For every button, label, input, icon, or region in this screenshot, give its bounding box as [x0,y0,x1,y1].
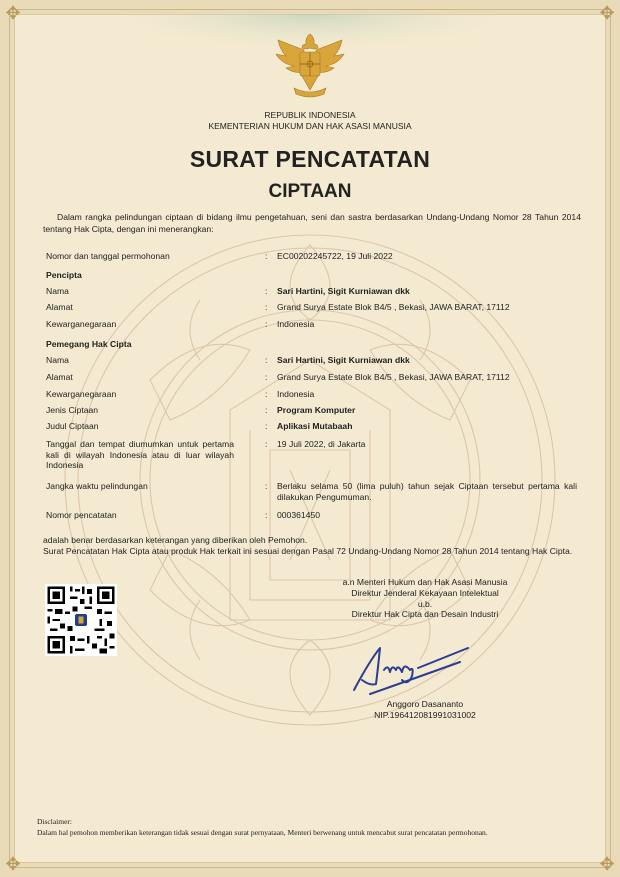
authority-line-1: a.n Menteri Hukum dan Hak Asasi Manusia [342,577,508,587]
value-record-number: 000361450 [277,510,321,520]
closing-line-2: Surat Pencatatan Hak Cipta atau produk Hak terkait ini sesuai dengan Pasal 72 Undang-Undang Nomor 28 Tahun 2014 tentang Hak Cipta. [43,545,573,556]
corner-ornament-icon: ✥ [5,3,21,23]
colon: : [265,481,268,491]
value-application: EC00202245722, 19 Juli 2022 [277,251,393,261]
section-holder: Pemegang Hak Cipta [46,339,132,349]
header-ministry: KEMENTERIAN HUKUM DAN HAK ASASI MANUSIA [208,121,412,131]
label-address: Alamat [46,372,73,382]
colon: : [265,510,268,520]
colon: : [265,355,268,365]
disclaimer-text: Dalam hal pemohon memberikan keterangan tidak sesuai dengan surat pernyataan, Menteri berwenang untuk mencabut surat pencatatan permohonan. [37,828,488,837]
header-country: REPUBLIK INDONESIA [264,110,356,120]
value-work-title: Aplikasi Mutabaah [277,421,353,431]
authority-line-4: Direktur Hak Cipta dan Desain Industri [351,609,499,620]
signer-name: Anggoro Dasananto [386,699,464,709]
colon: : [265,251,268,261]
label-name: Nama [46,355,69,365]
colon: : [265,319,268,329]
authority-line-3: u.b. [417,598,433,609]
qr-code-icon [45,584,117,656]
authority-line-2: Direktur Jenderal Kekayaan Intelektual [351,587,499,598]
section-creator: Pencipta [46,270,82,280]
label-protection-term: Jangka waktu pelindungan [46,481,148,491]
value-holder-nationality: Indonesia [277,389,315,399]
label-name: Nama [46,286,69,296]
signature-mark [340,640,480,700]
intro-paragraph: Dalam rangka pelindungan ciptaan di bidang ilmu pengetahuan, seni dan sastra berdasarkan Undang-Undang Nomor 28 Tahun 2014 tentang Hak Cipta, dengan ini menerangkan: [43,212,581,234]
value-protection-term: Berlaku selama 50 (lima puluh) tahun sejak Ciptaan tersebut pertama kali dilakukan Pengumuman. [277,481,577,502]
label-work-title: Judul Ciptaan [46,421,99,431]
label-application: Nomor dan tanggal permohonan [46,251,170,261]
corner-ornament-icon: ✥ [599,3,615,23]
value-holder-name: Sari Hartini, Sigit Kurniawan dkk [277,355,410,365]
value-announcement: 19 Juli 2022, di Jakarta [277,439,366,449]
colon: : [265,421,268,431]
authority-block [290,577,560,620]
colon: : [265,405,268,415]
colon: : [265,286,268,296]
label-announcement: Tanggal dan tempat diumumkan untuk pertama kali di wilayah Indonesia atau di luar wilayah Indonesia [46,439,234,471]
document-title: SURAT PENCATATAN [189,146,431,172]
value-creator-nationality: Indonesia [277,319,315,329]
label-nationality: Kewarganegaraan [46,319,117,329]
label-work-type: Jenis Ciptaan [46,405,99,415]
value-holder-address: Grand Surya Estate Blok B4/5 , Bekasi, JAWA BARAT, 17112 [277,372,510,382]
label-nationality: Kewarganegaraan [46,389,117,399]
signer-nip: NIP.196412081991031002 [374,710,476,720]
closing-line-1: adalah benar berdasarkan keterangan yang diberikan oleh Pemohon. [43,535,308,545]
corner-ornament-icon: ✥ [599,854,615,874]
colon: : [265,389,268,399]
value-work-type: Program Komputer [277,405,356,415]
closing-statement [43,535,583,557]
label-address: Alamat [46,302,73,312]
colon: : [265,439,268,449]
corner-ornament-icon: ✥ [5,854,21,874]
disclaimer-title: Disclaimer: [37,817,72,826]
value-creator-address: Grand Surya Estate Blok B4/5 , Bekasi, JAWA BARAT, 17112 [277,302,510,312]
colon: : [265,372,268,382]
garuda-crest-icon [272,30,348,108]
label-record-number: Nomor pencatatan [46,510,117,520]
signer-block [310,699,540,721]
colon: : [265,302,268,312]
disclaimer [37,816,597,838]
document-subtitle: CIPTAAN [268,181,352,202]
value-creator-name: Sari Hartini, Sigit Kurniawan dkk [277,286,410,296]
